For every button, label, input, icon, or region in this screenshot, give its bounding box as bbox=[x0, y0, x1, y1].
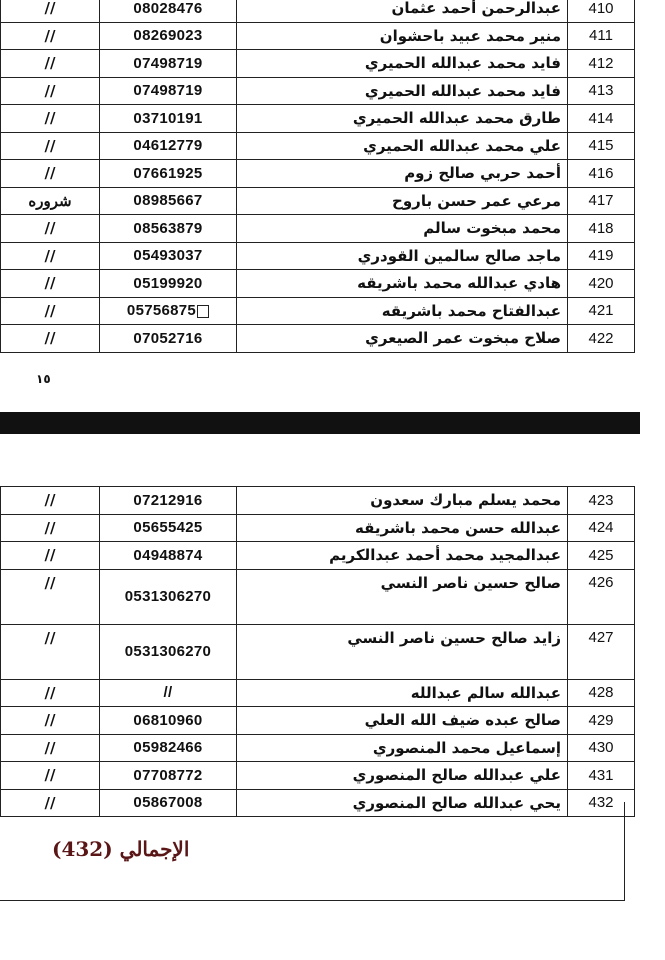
name-cell: عبدالفتاح محمد باشريقه bbox=[237, 297, 568, 325]
table-row bbox=[1, 734, 635, 762]
table-row bbox=[1, 679, 635, 707]
phone-cell: 04948874 bbox=[100, 542, 237, 570]
phone-cell: 05982466 bbox=[100, 734, 237, 762]
table-row bbox=[1, 215, 635, 243]
number-cell: 427 bbox=[568, 624, 635, 679]
phone-cell: 07498719 bbox=[100, 50, 237, 78]
name-cell: مرعي عمر حسن باروح bbox=[237, 187, 568, 215]
total-label: الإجمالي (432) bbox=[52, 837, 190, 861]
name-cell: يحي عبدالله صالح المنصوري bbox=[237, 789, 568, 817]
mark-cell: // bbox=[1, 487, 100, 515]
number-cell: 423 bbox=[568, 487, 635, 515]
mark-cell: // bbox=[1, 215, 100, 243]
page-number: ١٥ bbox=[36, 372, 51, 386]
name-cell: صلاح مبخوت عمر الصيعري bbox=[237, 325, 568, 353]
name-cell: عبدالرحمن أحمد عثمان bbox=[237, 0, 568, 22]
mark-cell: // bbox=[1, 0, 100, 22]
phone-cell: 08269023 bbox=[100, 22, 237, 50]
mark-cell: // bbox=[1, 160, 100, 188]
mark-cell: // bbox=[1, 734, 100, 762]
name-cell: علي عبدالله صالح المنصوري bbox=[237, 762, 568, 790]
table-row bbox=[1, 762, 635, 790]
mark-cell: // bbox=[1, 762, 100, 790]
number-cell: 412 bbox=[568, 50, 635, 78]
table-row bbox=[1, 160, 635, 188]
number-cell: 426 bbox=[568, 569, 635, 624]
mark-cell: // bbox=[1, 624, 100, 679]
mark-cell: شروره bbox=[1, 187, 100, 215]
mark-cell: // bbox=[1, 242, 100, 270]
table-row bbox=[1, 569, 635, 624]
name-cell: فايد محمد عبدالله الحميري bbox=[237, 77, 568, 105]
mark-cell: // bbox=[1, 105, 100, 133]
records-table-top bbox=[0, 0, 635, 353]
mark-cell: // bbox=[1, 297, 100, 325]
phone-cell: 05493037 bbox=[100, 242, 237, 270]
name-cell: زايد صالح حسين ناصر النسي bbox=[237, 624, 568, 679]
name-cell: صالح حسين ناصر النسي bbox=[237, 569, 568, 624]
phone-cell: 08028476 bbox=[100, 0, 237, 22]
number-cell: 431 bbox=[568, 762, 635, 790]
table-row bbox=[1, 297, 635, 325]
mark-cell: // bbox=[1, 132, 100, 160]
phone-cell: 07661925 bbox=[100, 160, 237, 188]
number-cell: 411 bbox=[568, 22, 635, 50]
page-separator bbox=[0, 412, 640, 434]
table-row bbox=[1, 270, 635, 298]
phone-cell: 0531306270 bbox=[100, 569, 237, 624]
phone-cell: // bbox=[100, 679, 237, 707]
mark-cell: // bbox=[1, 325, 100, 353]
table-row bbox=[1, 22, 635, 50]
number-cell: 416 bbox=[568, 160, 635, 188]
number-cell: 425 bbox=[568, 542, 635, 570]
phone-cell: 07498719 bbox=[100, 77, 237, 105]
number-cell: 424 bbox=[568, 514, 635, 542]
mark-cell: // bbox=[1, 679, 100, 707]
checkbox-glyph bbox=[197, 305, 209, 318]
table-row bbox=[1, 105, 635, 133]
phone-cell: 08563879 bbox=[100, 215, 237, 243]
phone-cell: 05199920 bbox=[100, 270, 237, 298]
number-cell: 422 bbox=[568, 325, 635, 353]
table-row bbox=[1, 514, 635, 542]
phone-cell: 08985667 bbox=[100, 187, 237, 215]
mark-cell: // bbox=[1, 707, 100, 735]
name-cell: عبدالله سالم عبدالله bbox=[237, 679, 568, 707]
name-cell: فايد محمد عبدالله الحميري bbox=[237, 50, 568, 78]
mark-cell: // bbox=[1, 789, 100, 817]
table-row bbox=[1, 487, 635, 515]
name-cell: عبدالله حسن محمد باشريقه bbox=[237, 514, 568, 542]
phone-cell: 05655425 bbox=[100, 514, 237, 542]
phone-cell: 05756875 bbox=[100, 297, 237, 325]
name-cell: عبدالمجيد محمد أحمد عبدالكريم bbox=[237, 542, 568, 570]
table-row bbox=[1, 242, 635, 270]
name-cell: ماجد صالح سالمين القودري bbox=[237, 242, 568, 270]
phone-cell: 03710191 bbox=[100, 105, 237, 133]
table-row bbox=[1, 50, 635, 78]
number-cell: 417 bbox=[568, 187, 635, 215]
table-row bbox=[1, 325, 635, 353]
number-cell: 419 bbox=[568, 242, 635, 270]
phone-cell: 04612779 bbox=[100, 132, 237, 160]
number-cell: 415 bbox=[568, 132, 635, 160]
table-row bbox=[1, 132, 635, 160]
mark-cell: // bbox=[1, 569, 100, 624]
number-cell: 414 bbox=[568, 105, 635, 133]
number-cell: 418 bbox=[568, 215, 635, 243]
mark-cell: // bbox=[1, 50, 100, 78]
name-cell: طارق محمد عبدالله الحميري bbox=[237, 105, 568, 133]
phone-cell: 0531306270 bbox=[100, 624, 237, 679]
name-cell: علي محمد عبدالله الحميري bbox=[237, 132, 568, 160]
mark-cell: // bbox=[1, 514, 100, 542]
number-cell: 421 bbox=[568, 297, 635, 325]
phone-cell: 07052716 bbox=[100, 325, 237, 353]
number-cell: 430 bbox=[568, 734, 635, 762]
page-bottom bbox=[0, 438, 665, 960]
table-row bbox=[1, 77, 635, 105]
mark-cell: // bbox=[1, 22, 100, 50]
name-cell: منير محمد عبيد باحشوان bbox=[237, 22, 568, 50]
name-cell: محمد مبخوت سالم bbox=[237, 215, 568, 243]
number-cell: 428 bbox=[568, 679, 635, 707]
table-row bbox=[1, 624, 635, 679]
phone-cell: 06810960 bbox=[100, 707, 237, 735]
name-cell: صالح عبده ضيف الله العلي bbox=[237, 707, 568, 735]
phone-cell: 07708772 bbox=[100, 762, 237, 790]
mark-cell: // bbox=[1, 77, 100, 105]
table-row bbox=[1, 0, 635, 22]
mark-cell: // bbox=[1, 542, 100, 570]
records-table-bottom bbox=[0, 486, 635, 817]
phone-cell: 05867008 bbox=[100, 789, 237, 817]
name-cell: هادي عبدالله محمد باشريقه bbox=[237, 270, 568, 298]
mark-cell: // bbox=[1, 270, 100, 298]
name-cell: محمد يسلم مبارك سعدون bbox=[237, 487, 568, 515]
name-cell: إسماعيل محمد المنصوري bbox=[237, 734, 568, 762]
page-top bbox=[0, 0, 665, 400]
name-cell: أحمد حربي صالح زوم bbox=[237, 160, 568, 188]
table-row bbox=[1, 707, 635, 735]
total-box bbox=[0, 802, 625, 901]
number-cell: 410 bbox=[568, 0, 635, 22]
number-cell: 420 bbox=[568, 270, 635, 298]
number-cell: 429 bbox=[568, 707, 635, 735]
number-cell: 413 bbox=[568, 77, 635, 105]
table-row bbox=[1, 187, 635, 215]
number-cell: 432 bbox=[568, 789, 635, 817]
table-row bbox=[1, 542, 635, 570]
phone-cell: 07212916 bbox=[100, 487, 237, 515]
